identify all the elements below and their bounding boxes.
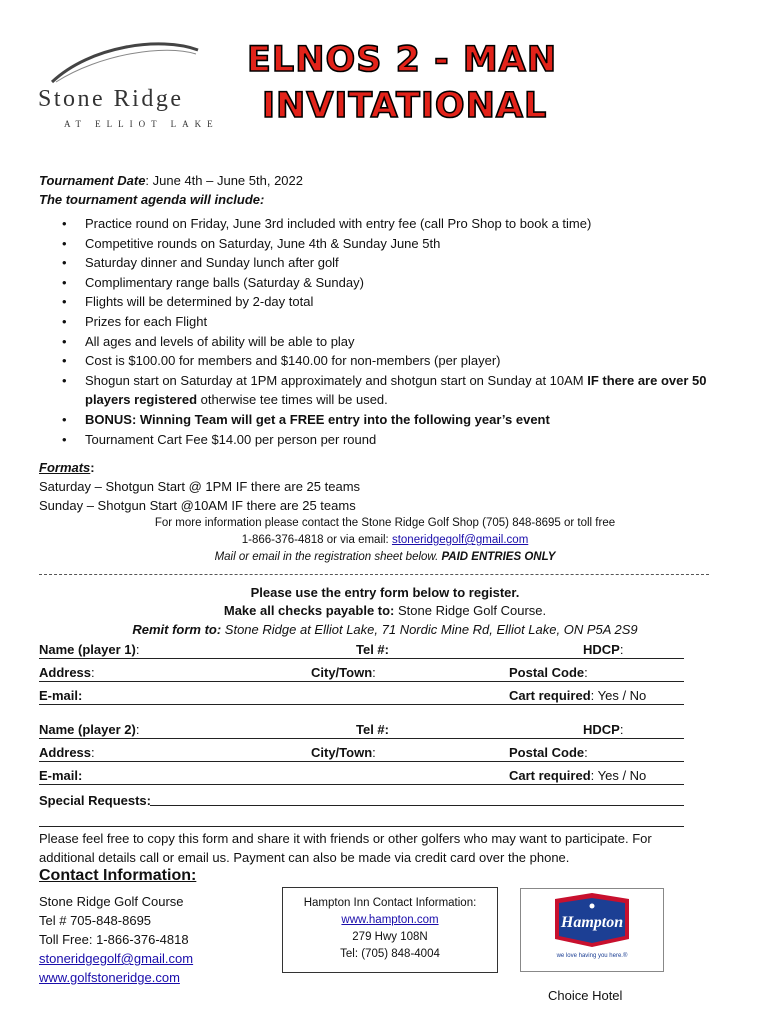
logo-arc-icon [50,36,200,91]
choice-hotel-label: Choice Hotel [548,988,623,1003]
list-item: • Cost is $100.00 for members and $140.00 for non-members (per player) [62,351,742,371]
address2-field[interactable] [39,761,684,762]
address2-label: Address: [39,745,95,760]
hampton-logo [520,888,664,972]
list-item: • Saturday dinner and Sunday lunch after golf [62,253,742,273]
form-use-line: Please use the entry form below to register. [250,585,520,600]
format-saturday: Saturday – Shotgun Start @ 1PM IF there are 25 teams [39,479,361,494]
cart1-label: Cart required: Yes / No [509,688,647,703]
title-line1: ELNOS 2 - MAN [247,40,558,80]
share-line2: additional details call or email us. Payment can also be made via credit card over the phone. [39,850,570,865]
special-requests-label: Special Requests: [39,793,151,808]
form-remit-line: Remit form to: Stone Ridge at Elliot Lake, 71 Nordic Mine Rd, Elliot Lake, ON P5A 2S9 [132,622,638,637]
share-line1: Please feel free to copy this form and share it with friends or other golfers who may want to participate. For [39,831,652,846]
info-line1: For more information please contact the Stone Ridge Golf Shop (705) 848-8695 or toll free [154,517,616,529]
list-item-shotgun: • Shogun start on Saturday at 1PM approximately and shotgun start on Sunday at 10AM IF there are over 50 players registered otherwise tee times will be used. [62,371,742,410]
hampton-heading: Hampton Inn Contact Information: [303,897,477,909]
email1-field[interactable] [39,704,684,705]
cut-line [39,574,709,575]
postal2-label: Postal Code: [509,745,588,760]
info-line2: 1-866-376-4818 or via email: stoneridgegolf@gmail.com [241,534,529,546]
agenda-heading: The tournament agenda will include: [39,192,265,207]
special-requests-field[interactable] [150,805,684,806]
list-item: • Flights will be determined by 2-day total [62,292,742,312]
form-checks-line: Make all checks payable to: Stone Ridge Golf Course. [223,603,547,618]
address1-label: Address: [39,665,95,680]
info-email-link[interactable]: stoneridgegolf@gmail.com [391,534,529,546]
postal1-label: Postal Code: [509,665,588,680]
logo-name: Stone Ridge [38,86,184,112]
formats-heading: Formats: [39,460,95,475]
list-item: • Tournament Cart Fee $14.00 per person per round [62,430,742,450]
name1-label: Name (player 1): [39,642,140,657]
hdcp1-label: HDCP: [583,642,624,657]
name2-label: Name (player 2): [39,722,140,737]
contact-tel: Tel # 705-848-8695 [39,913,152,928]
city2-label: City/Town: [311,745,376,760]
name2-field[interactable] [39,738,684,739]
logo-subtitle: AT ELLIOT LAKE [64,119,219,129]
hampton-tel: Tel: (705) 848-4004 [340,948,440,960]
list-item: • Competitive rounds on Saturday, June 4th & Sunday June 5th [62,234,742,254]
hampton-address: 279 Hwy 108N [352,931,428,943]
list-item: • All ages and levels of ability will be able to play [62,332,742,352]
hdcp2-label: HDCP: [583,722,624,737]
email2-label: E-mail: [39,768,83,783]
hampton-info-box [282,887,498,973]
date-value: : June 4th – June 5th, 2022 [145,173,303,188]
list-item: • Prizes for each Flight [62,312,742,332]
agenda-list [62,214,742,449]
cart2-label: Cart required: Yes / No [509,768,647,783]
info-line3: Mail or email in the registration sheet below. PAID ENTRIES ONLY [214,551,556,563]
address1-field[interactable] [39,681,684,682]
contact-web-link[interactable]: www.golfstoneridge.com [39,970,180,985]
special-requests-field-2[interactable] [39,826,684,827]
list-item: • Complimentary range balls (Saturday & Sunday) [62,273,742,293]
date-label: Tournament Date [39,173,146,188]
list-item-bonus: • BONUS: Winning Team will get a FREE entry into the following year’s event [62,410,742,430]
contact-tollfree: Toll Free: 1-866-376-4818 [39,932,189,947]
email1-label: E-mail: [39,688,83,703]
tel2-label: Tel #: [356,722,389,737]
contact-heading: Contact Information: [39,867,197,884]
contact-course: Stone Ridge Golf Course [39,894,184,909]
hampton-tagline: we love having you here.® [556,953,628,959]
title-line2: INVITATIONAL [262,86,548,126]
city1-label: City/Town: [311,665,376,680]
hampton-web-link[interactable]: www.hampton.com [341,914,439,926]
name1-field[interactable] [39,658,684,659]
list-item: • Practice round on Friday, June 3rd included with entry fee (call Pro Shop to book a time) [62,214,742,234]
tournament-date [39,171,303,191]
email2-field[interactable] [39,784,684,785]
contact-email-link[interactable]: stoneridgegolf@gmail.com [39,951,194,966]
format-sunday: Sunday – Shotgun Start @10AM IF there are 25 teams [39,498,356,513]
tel1-label: Tel #: [356,642,389,657]
hampton-logo-word: Hampton [560,914,624,931]
